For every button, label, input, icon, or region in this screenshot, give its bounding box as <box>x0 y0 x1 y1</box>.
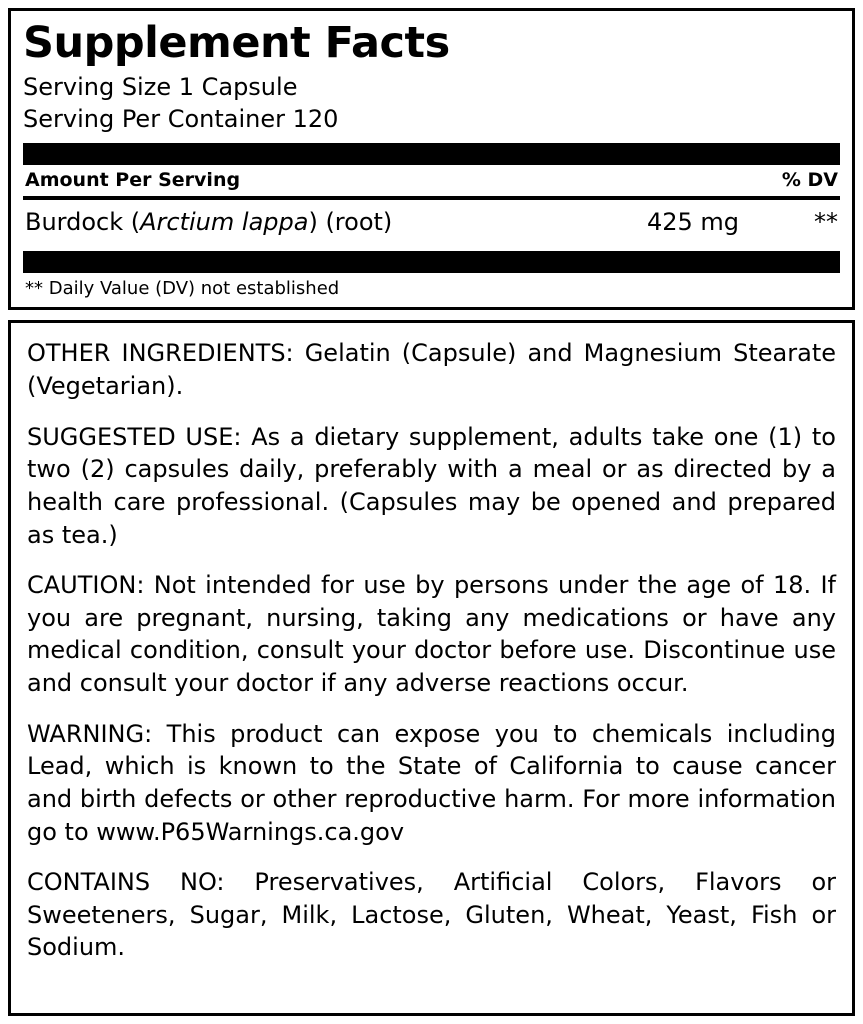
percent-dv-header: % DV <box>781 169 838 192</box>
table-row <box>23 200 840 245</box>
additional-info-panel <box>8 320 855 1016</box>
contains-no-text: CONTAINS NO: Preservatives, Artificial Colors, Flavors or Sweeteners, Sugar, Milk, Lactose, Gluten, Wheat, Yeast, Fish or Sodium. <box>27 868 836 962</box>
suggested-use-text: SUGGESTED USE: As a dietary supplement, adults take one (1) to two (2) capsules daily, preferably with a meal or as directed by a health care professional. (Capsules may be opened and prepared as tea.) <box>27 422 836 549</box>
divider-thick-bottom <box>23 251 840 273</box>
ingredient-amount: 425 mg <box>646 208 740 237</box>
warning-text: WARNING: This product can expose you to chemicals including Lead, which is known to the State of California to cause cancer and birth defects or other reproductive harm. For more information go to www.P65Warnings.ca.gov <box>27 719 836 846</box>
ingredient-dv: ** <box>814 208 838 237</box>
caution-text: CAUTION: Not intended for use by persons under the age of 18. If you are pregnant, nursing, taking any medications or have any medical condition, consult your doctor before use. Discontinue use and consult your doctor if any adverse reactions occur. <box>27 571 836 698</box>
table-header-row <box>23 165 840 196</box>
serving-size-text: Serving Size 1 Capsule <box>23 73 298 102</box>
divider-thick-top <box>23 143 840 165</box>
servings-per-container-text: Serving Per Container 120 <box>23 104 339 133</box>
daily-value-footnote: ** Daily Value (DV) not established <box>25 278 340 300</box>
ingredient-name: Burdock (Arctium lappa) (root) <box>25 208 393 237</box>
amount-per-serving-header: Amount Per Serving <box>25 169 241 192</box>
supplement-facts-title: Supplement Facts <box>23 18 450 68</box>
ingredient-latin-name: Arctium lappa <box>140 208 309 237</box>
other-ingredients-text: OTHER INGREDIENTS: Gelatin (Capsule) and Magnesium Stearate (Vegetarian). <box>27 339 836 401</box>
supplement-facts-panel <box>8 8 855 310</box>
